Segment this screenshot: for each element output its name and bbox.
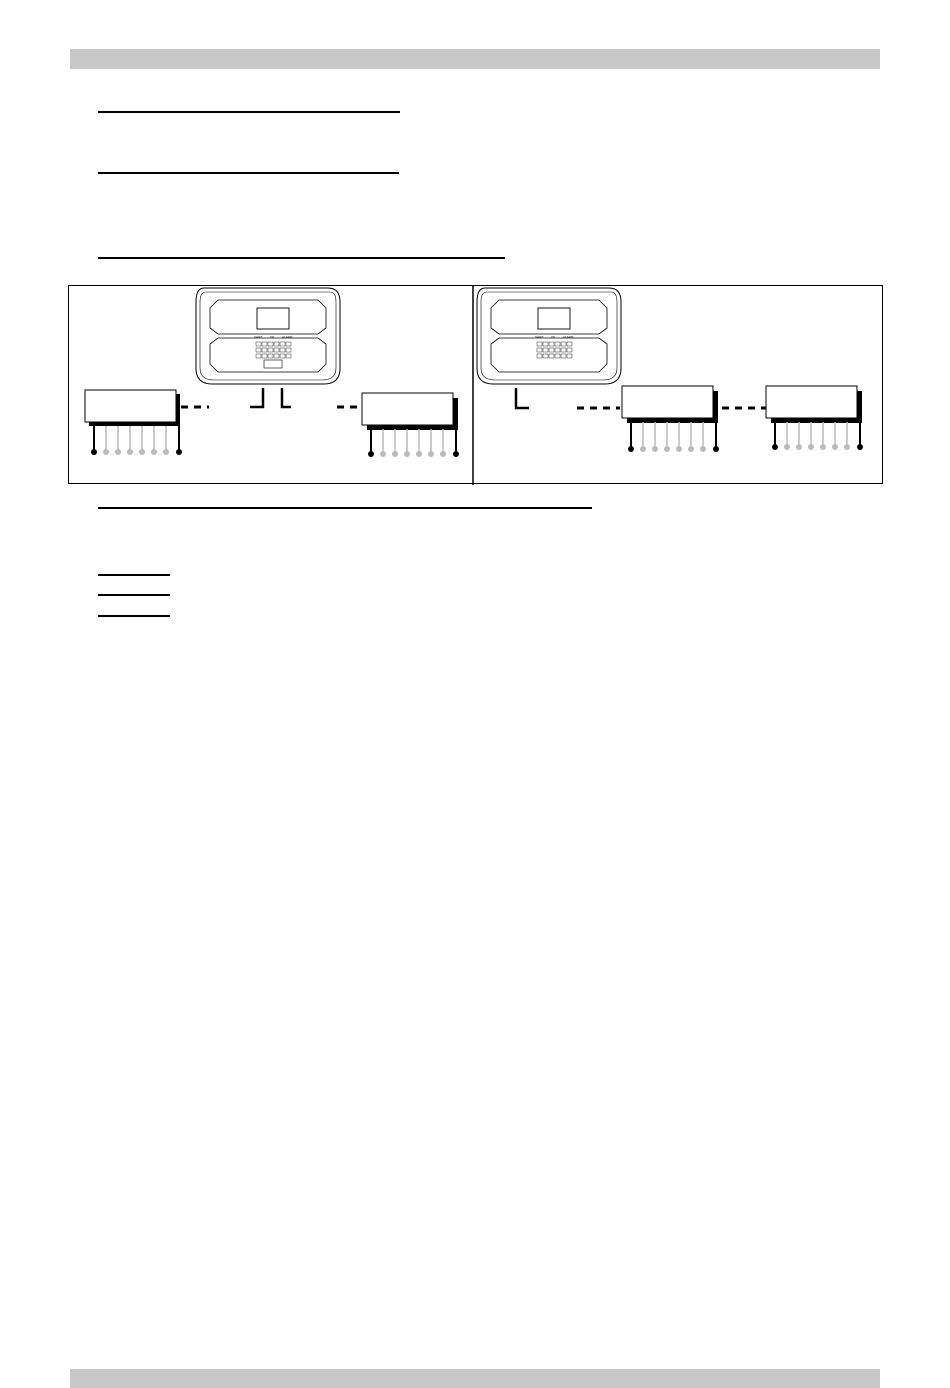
- heading-underline-2: [98, 172, 399, 174]
- list-underline-3: [98, 615, 170, 617]
- io-module-left-2: [362, 393, 459, 457]
- header-band: [70, 49, 880, 69]
- controller-connector-left-b: [282, 388, 291, 407]
- svg-text:ALARM: ALARM: [282, 335, 293, 339]
- list-underline-2: [98, 594, 170, 596]
- list-underline-1: [98, 574, 170, 576]
- heading-underline-1: [98, 111, 400, 113]
- io-module-right-2: [766, 386, 863, 450]
- heading-underline-4: [98, 507, 592, 509]
- wiring-figure: [68, 285, 883, 484]
- controller-connector-left-a: [250, 388, 263, 407]
- svg-text:OK: OK: [270, 335, 275, 339]
- svg-text:ALARM: ALARM: [563, 335, 574, 339]
- svg-text:SHIFT: SHIFT: [535, 335, 544, 339]
- footer-band: [70, 1369, 880, 1388]
- svg-text:OK: OK: [551, 335, 556, 339]
- controller-unit-left: [196, 288, 340, 384]
- heading-underline-3: [98, 257, 505, 259]
- controller-connector-right: [516, 388, 529, 408]
- io-module-left-1: [85, 390, 182, 455]
- wiring-diagram-svg: [69, 286, 884, 485]
- controller-unit-right: [477, 288, 621, 384]
- svg-text:SHIFT: SHIFT: [254, 335, 263, 339]
- io-module-right-1: [622, 386, 719, 452]
